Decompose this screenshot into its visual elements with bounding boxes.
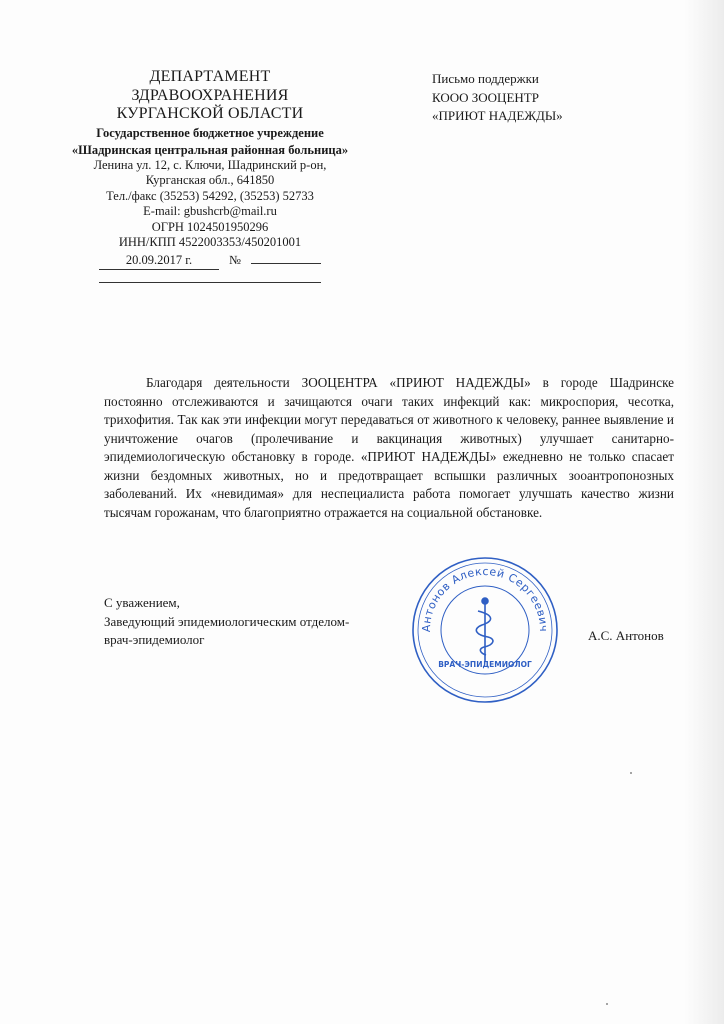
signatory-name: А.С. Антонов [588,628,664,643]
letter-date: 20.09.2017 г. [99,253,219,270]
scan-shadow [684,0,724,1024]
caduceus-icon [476,598,493,661]
scan-speck [630,772,632,774]
address-line: Ленина ул. 12, с. Ключи, Шадринский р-он, [93,157,327,172]
recipient-block [432,70,563,126]
scan-speck [606,1003,608,1005]
institution-name-line: Государственное бюджетное учреждение [96,125,324,140]
sender-block [60,68,360,283]
department-name-line: КУРГАНСКОЙ ОБЛАСТИ [116,105,304,122]
signer-position: Заведующий эпидемиологическим отделом- [104,613,350,629]
number-sign: № [229,253,241,268]
department-name-line: ЗДРАВООХРАНЕНИЯ [131,86,289,104]
address-line: Курганская обл., 641850 [145,173,275,188]
closing-block [104,594,349,650]
signer-position: врач-эпидемиолог [104,632,205,647]
department-name-line: ДЕПАРТАМЕНТ [149,68,271,85]
inn-kpp-line: ИНН/КПП 4522003353/450201001 [118,235,302,250]
closing-salutation: С уважением, [104,595,180,610]
date-number-row [60,253,360,270]
phone-line: Тел./факс (35253) 54292, (35253) 52733 [106,188,314,203]
email-line: E-mail: gbushcrb@mail.ru [143,204,277,219]
doctor-stamp [410,555,560,705]
letter-type: Письмо поддержки [432,71,539,86]
recipient-org-name: «ПРИЮТ НАДЕЖДЫ» [432,108,563,123]
letter-number-blank [251,263,321,264]
separator-line [99,282,321,283]
recipient-org: КООО ЗООЦЕНТР [432,89,539,105]
stamp-title-text: ВРАЧ-ЭПИДЕМИОЛОГ [438,660,532,669]
ogrn-line: ОГРН 1024501950296 [151,219,269,234]
body-paragraph: Благодаря деятельности ЗООЦЕНТРА «ПРИЮТ НАДЕЖДЫ» в городе Шадринске постоянно отслеживаются и зачищаются очаги таких инфекций как: микроспория, чесотка, трихофития. Так как эти инфекции могут передаваться от животного к человеку, раннее выявление и уничтожение очагов (пролечивание и вакцинация животных) улучшает санитарно-эпидемиологическую обстановку в городе. «ПРИЮТ НАДЕЖДЫ» ежедневно не только спасает жизни бездомных животных, но и предотвращает вспышки различных зооантропонозных заболеваний. Их «невидимая» для неспециалиста работа помогает улучшать качество жизни тысячам горожанам, что благоприятно отражается на социальной обстановке. [104,375,674,520]
stamp-name-text: Антонов Алексей Сергеевич [419,564,551,633]
institution-name-line: «Шадринская центральная районная больница» [71,142,349,157]
